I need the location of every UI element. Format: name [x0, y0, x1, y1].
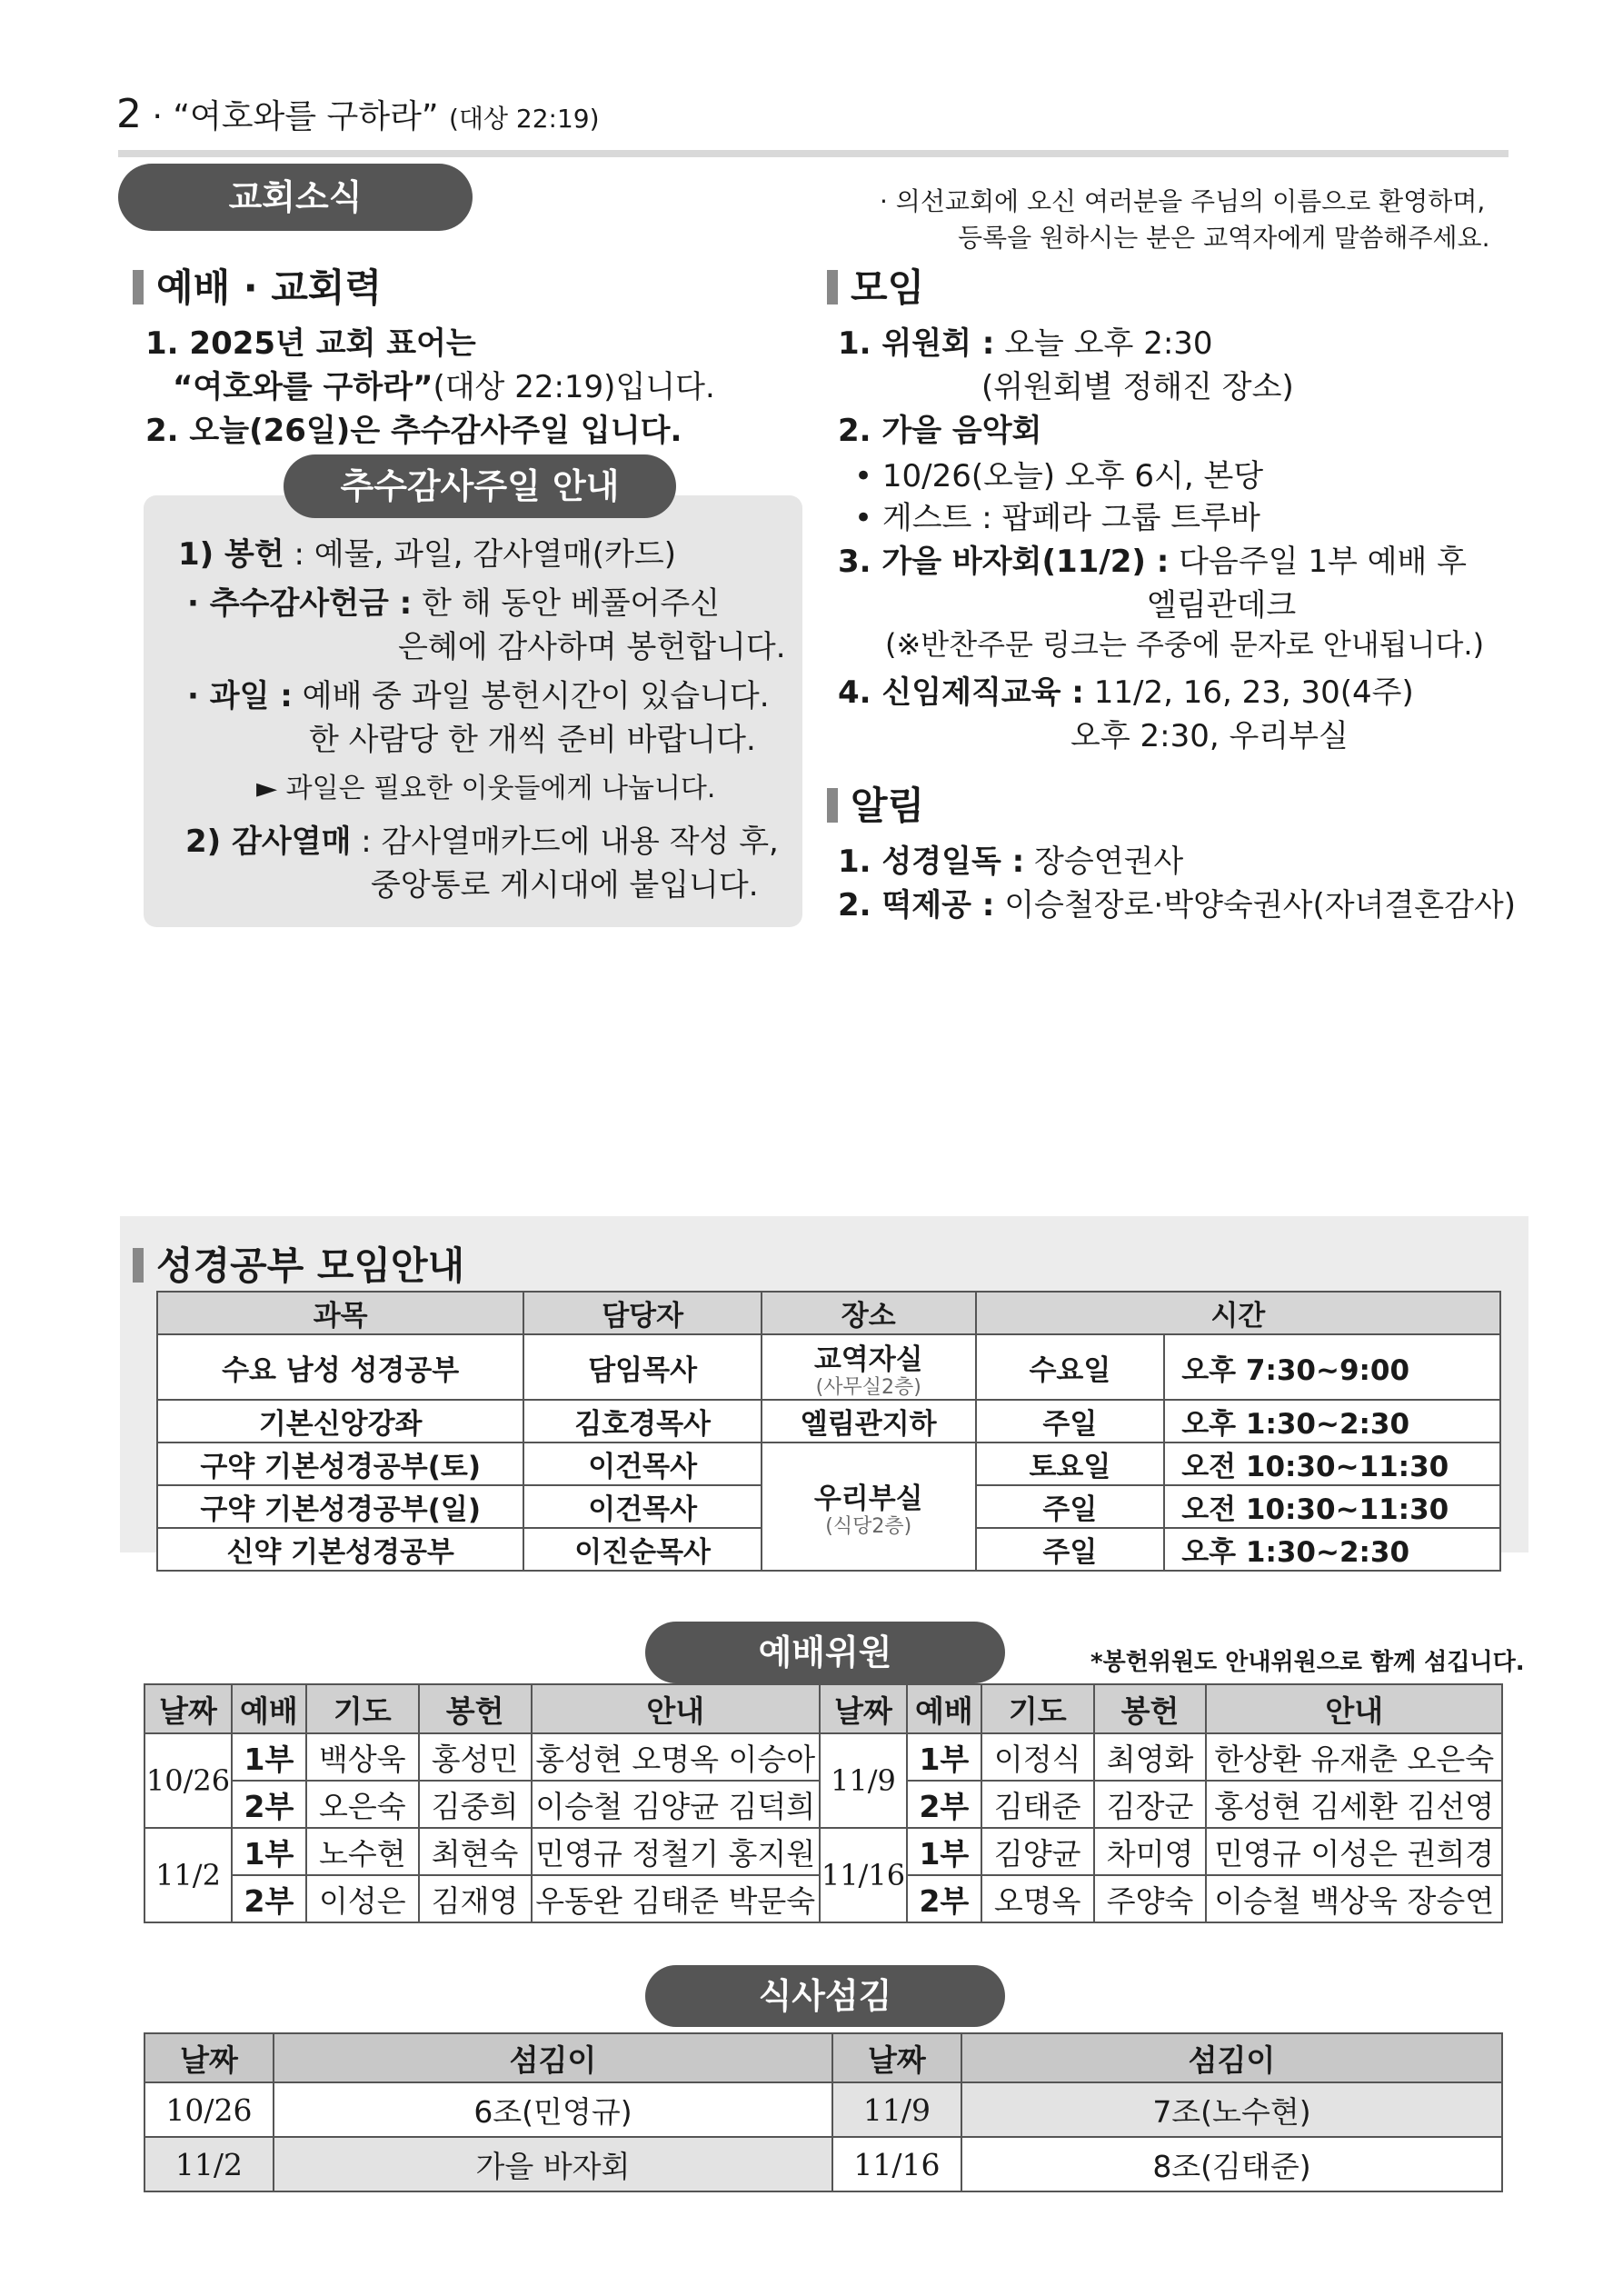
bible-study-table [156, 1291, 1501, 1572]
server-cell: 8조(김태준) [961, 2137, 1502, 2191]
committee-line: 1. 위원회 : 오늘 오후 2:30 [838, 325, 1213, 362]
usher-cell: 이승철 백상욱 장승연 [1206, 1875, 1502, 1922]
subject-cell: 수요 남성 성경공부 [157, 1334, 523, 1400]
header-prayer: 기도 [981, 1684, 1094, 1733]
leader-cell: 이건목사 [523, 1485, 762, 1528]
gratitude-fruit-line: 2) 감사열매 : 감사열매카드에 내용 작성 후, [185, 824, 779, 860]
service-cell: 1부 [232, 1733, 306, 1781]
table-row [144, 1828, 1502, 1875]
usher-cell: 우동완 김태준 박문숙 [532, 1875, 820, 1922]
date-cell: 11/9 [820, 1733, 907, 1828]
table-row [144, 2137, 1502, 2191]
thanksgiving-item: 2. 오늘(26일)은 추수감사주일 입니다. [145, 413, 682, 449]
section-bar [133, 1248, 144, 1283]
time-cell: 오후 1:30~2:30 [1164, 1528, 1500, 1571]
day-cell: 주일 [976, 1400, 1165, 1442]
header-offering: 봉헌 [1094, 1684, 1207, 1733]
section-bar [827, 270, 838, 304]
service-cell: 1부 [907, 1828, 981, 1875]
offering-cell: 최영화 [1094, 1733, 1207, 1781]
table-row [144, 1733, 1502, 1781]
meeting-title: 모임 [827, 258, 924, 313]
offering-cell: 차미영 [1094, 1828, 1207, 1875]
service-cell: 2부 [907, 1781, 981, 1828]
service-cell: 1부 [232, 1828, 306, 1875]
header-prayer: 기도 [306, 1684, 419, 1733]
server-cell: 가을 바자회 [274, 2137, 832, 2191]
header-leader: 담당자 [523, 1292, 762, 1334]
server-cell: 7조(노수현) [961, 2082, 1502, 2137]
header-subject: 과목 [157, 1292, 523, 1334]
date-cell: 11/2 [144, 2137, 274, 2191]
bible-reading-line: 1. 성경일독 : 장승연권사 [838, 844, 1184, 880]
service-cell: 2부 [232, 1875, 306, 1922]
prayer-cell: 김양균 [981, 1828, 1094, 1875]
welcome-line1: · 의선교회에 오신 여러분을 주님의 이름으로 환영하며, [880, 186, 1486, 216]
meal-service-table [144, 2032, 1503, 2192]
header-date: 날짜 [144, 1684, 232, 1733]
committee-line2: (위원회별 정해진 장소) [981, 369, 1294, 405]
thanksgiving-offering-line: · 추수감사헌금 : 한 해 동안 베풀어주신 [187, 585, 721, 622]
service-cell: 2부 [907, 1875, 981, 1922]
worship-committee-table [144, 1683, 1503, 1923]
officer-training-line2: 오후 2:30, 우리부실 [1070, 718, 1349, 754]
header-date: 날짜 [832, 2033, 961, 2082]
subject-cell: 기본신앙강좌 [157, 1400, 523, 1442]
leader-cell: 담임목사 [523, 1334, 762, 1400]
offering-cell: 최현숙 [419, 1828, 532, 1875]
table-row [157, 1442, 1500, 1485]
usher-cell: 이승철 김양균 김덕희 [532, 1781, 820, 1828]
fruit-line: · 과일 : 예배 중 과일 봉헌시간이 있습니다. [187, 678, 770, 714]
page-number: 2 [116, 91, 142, 137]
table-row [157, 1334, 1500, 1400]
prayer-cell: 백상욱 [306, 1733, 419, 1781]
motto-item-line2: “여호와를 구하라”(대상 22:19)입니다. [173, 369, 715, 405]
leader-cell: 이진순목사 [523, 1528, 762, 1571]
service-cell: 1부 [907, 1733, 981, 1781]
header-service: 예배 [907, 1684, 981, 1733]
header-separator: · [152, 98, 163, 135]
date-cell: 11/16 [820, 1828, 907, 1922]
subject-cell: 신약 기본성경공부 [157, 1528, 523, 1571]
header-offering: 봉헌 [419, 1684, 532, 1733]
place-cell: 엘림관지하 [762, 1400, 976, 1442]
day-cell: 토요일 [976, 1442, 1165, 1485]
service-cell: 2부 [232, 1781, 306, 1828]
header-date: 날짜 [820, 1684, 907, 1733]
leader-cell: 김호경목사 [523, 1400, 762, 1442]
header-time: 시간 [976, 1292, 1500, 1334]
usher-cell: 민영규 정철기 홍지원 [532, 1828, 820, 1875]
prayer-cell: 오명옥 [981, 1875, 1094, 1922]
date-cell: 10/26 [144, 1733, 232, 1828]
prayer-cell: 이정식 [981, 1733, 1094, 1781]
date-cell: 10/26 [144, 2082, 274, 2137]
table-header-row [144, 1684, 1502, 1733]
section-bar [827, 788, 838, 823]
table-header-row [157, 1292, 1500, 1334]
concert-title: 2. 가을 음악회 [838, 413, 1042, 449]
header-server: 섬김이 [274, 2033, 832, 2082]
bazaar-line: 3. 가을 바자회(11/2) : 다음주일 1부 예배 후 [838, 544, 1467, 580]
table-header-row [144, 2033, 1502, 2082]
prayer-cell: 오은숙 [306, 1781, 419, 1828]
worship-committee-note: *봉헌위원도 안내위원으로 함께 섬깁니다. [1090, 1649, 1525, 1676]
offering-line: 1) 봉헌 : 예물, 과일, 감사열매(카드) [178, 536, 677, 573]
offering-cell: 김재영 [419, 1875, 532, 1922]
header-server: 섬김이 [961, 2033, 1502, 2082]
offering-cell: 주양숙 [1094, 1875, 1207, 1922]
usher-cell: 홍성현 오명옥 이승아 [532, 1733, 820, 1781]
table-row [157, 1400, 1500, 1442]
usher-cell: 홍성현 김세환 김선영 [1206, 1781, 1502, 1828]
rice-cake-line: 2. 떡제공 : 이승철장로·박양숙권사(자녀결혼감사) [838, 887, 1517, 923]
usher-cell: 민영규 이성은 권희경 [1206, 1828, 1502, 1875]
fruit-line2: 한 사람당 한 개씩 준비 바랍니다. [309, 722, 756, 758]
time-cell: 오후 7:30~9:00 [1164, 1334, 1500, 1400]
header-service: 예배 [232, 1684, 306, 1733]
time-cell: 오전 10:30~11:30 [1164, 1485, 1500, 1528]
table-row [144, 2082, 1502, 2137]
header-place: 장소 [762, 1292, 976, 1334]
concert-bullet1: • 10/26(오늘) 오후 6시, 본당 [854, 458, 1264, 494]
header-usher: 안내 [1206, 1684, 1502, 1733]
prayer-cell: 노수현 [306, 1828, 419, 1875]
worship-calendar-title: 예배 · 교회력 [133, 258, 382, 313]
prayer-cell: 김태준 [981, 1781, 1094, 1828]
header-reference: (대상 22:19) [449, 104, 600, 134]
header-date: 날짜 [144, 2033, 274, 2082]
section-bar [133, 270, 144, 304]
motto-item: 1. 2025년 교회 표어는 [145, 325, 476, 362]
server-cell: 6조(민영규) [274, 2082, 832, 2137]
fruit-note: ► 과일은 필요한 이웃들에게 나눕니다. [256, 773, 716, 804]
page-header [116, 91, 600, 137]
time-cell: 오전 10:30~11:30 [1164, 1442, 1500, 1485]
offering-cell: 김중희 [419, 1781, 532, 1828]
place-cell: 우리부실 (식당2층) [762, 1442, 976, 1571]
thanksgiving-offering-line2: 은혜에 감사하며 봉헌합니다. [398, 629, 786, 665]
place-cell: 교역자실 (사무실2층) [762, 1334, 976, 1400]
worship-committee-pill: 예배위원 [645, 1622, 1005, 1683]
header-divider [118, 150, 1508, 157]
time-cell: 오후 1:30~2:30 [1164, 1400, 1500, 1442]
subject-cell: 구약 기본성경공부(일) [157, 1485, 523, 1528]
usher-cell: 한상환 유재춘 오은숙 [1206, 1733, 1502, 1781]
day-cell: 수요일 [976, 1334, 1165, 1400]
bazaar-note: (※반찬주문 링크는 주중에 문자로 안내됩니다.) [885, 627, 1485, 662]
church-news-pill: 교회소식 [118, 164, 473, 231]
leader-cell: 이건목사 [523, 1442, 762, 1485]
bible-study-title: 성경공부 모임안내 [133, 1236, 464, 1291]
offering-cell: 홍성민 [419, 1733, 532, 1781]
notice-title: 알림 [827, 776, 924, 831]
date-cell: 11/16 [832, 2137, 961, 2191]
header-usher: 안내 [532, 1684, 820, 1733]
thanksgiving-pill: 추수감사주일 안내 [284, 454, 676, 518]
welcome-line2: 등록을 원하시는 분은 교역자에게 말씀해주세요. [958, 223, 1490, 253]
header-motto: “여호와를 구하라” [173, 98, 439, 135]
gratitude-fruit-line2: 중앙통로 게시대에 붙입니다. [371, 867, 759, 903]
bazaar-line2: 엘림관데크 [1147, 587, 1297, 624]
meal-service-pill: 식사섬김 [645, 1965, 1005, 2027]
concert-bullet2: • 게스트 : 팝페라 그룹 트루바 [854, 500, 1260, 536]
day-cell: 주일 [976, 1485, 1165, 1528]
officer-training-line: 4. 신임제직교육 : 11/2, 16, 23, 30(4주) [838, 674, 1414, 711]
offering-cell: 김장군 [1094, 1781, 1207, 1828]
subject-cell: 구약 기본성경공부(토) [157, 1442, 523, 1485]
date-cell: 11/9 [832, 2082, 961, 2137]
prayer-cell: 이성은 [306, 1875, 419, 1922]
date-cell: 11/2 [144, 1828, 232, 1922]
day-cell: 주일 [976, 1528, 1165, 1571]
